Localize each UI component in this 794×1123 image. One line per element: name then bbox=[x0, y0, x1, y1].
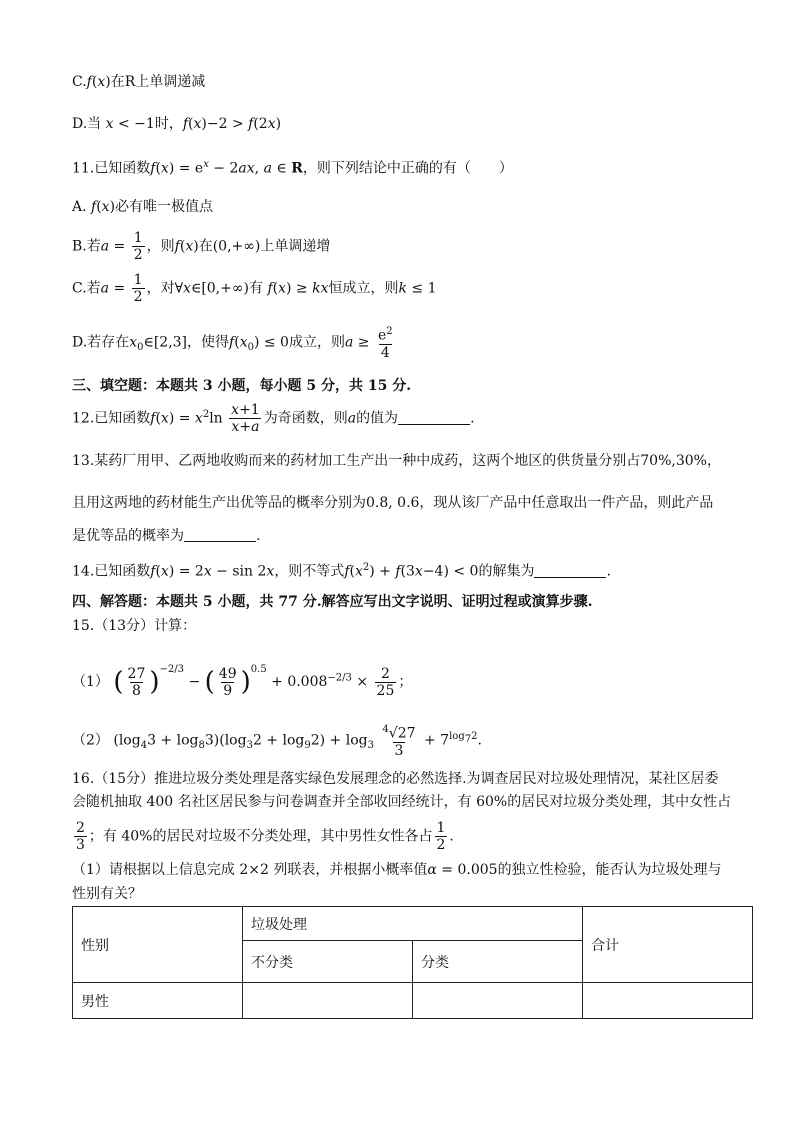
q16-line-3: $\frac{2}{3}$ ；有 40%的居民对垃圾不分类处理，其中男性女性各占 $\frac{1}{2}$ . bbox=[76, 820, 454, 853]
q16-line-1: 16.（15分）推进垃圾分类处理是落实绿色发展理念的必然选择.为调查居民对垃圾处理情况，某社区居委 bbox=[72, 771, 719, 787]
q12: 12.已知函数$f(x) = x^2\ln$ $\frac{x+1}{x+a}$ 为奇函数，则a的值为 . bbox=[72, 402, 475, 435]
q10-option-d: D.当 x < −1时，f(x)−2 > f(2x) bbox=[72, 116, 282, 132]
q15-part-1: （1） ( $\frac{27}{8}$ )$^{-2/3}$ − ( $\frac{49}{9}$ )$^{0.5} + 0.008^{-2/3}$ × $\frac{2}{25}$ ； bbox=[72, 664, 413, 699]
section-3-heading: 三、填空题：本题共 3 小题，每小题 5 分，共 15 分. bbox=[72, 378, 412, 394]
cell-male-total[interactable] bbox=[583, 983, 753, 1019]
q13-line-2: 且用这两地的药材能生产出优等品的概率分别为0.8, 0.6，现从该厂产品中任意取出一件产品，则此产品 bbox=[72, 495, 714, 511]
section-4-heading: 四、解答题：本题共 5 小题，共 77 分.解答应写出文字说明、证明过程或演算步骤. bbox=[72, 594, 593, 610]
contingency-table bbox=[72, 906, 753, 1019]
q11-option-c: C.若a = $\frac{1}{2}$ ，对∀x∈[0,+∞)有 f(x) ≥ kx恒成立，则k ≤ 1 bbox=[72, 272, 437, 305]
q16-line-2: 会随机抽取 400 名社区居民参与问卷调查并全部收回经统计，有 60%的居民对垃圾分类处理，其中女性占 bbox=[72, 794, 732, 810]
q13-line-3: 是优等品的概率为 . bbox=[72, 528, 261, 544]
cell-male-no-sort[interactable] bbox=[243, 983, 413, 1019]
q10-option-c: C.f(x)在R上单调递减 bbox=[72, 74, 206, 90]
q15-title: 15.（13分）计算： bbox=[72, 618, 197, 634]
q11-option-d: D.若存在$x_0\in[2,3]$，使得$f(x_0) \le 0$成立，则a ≥ $\frac{e^2}{4}$ bbox=[72, 326, 393, 361]
q15-part-2: （2） $(\log_43 + \log_83)(\log_32 + \log_92) + \log_3$ $\frac{^4√27}{3}$ + $7^{log_72}$. bbox=[72, 724, 482, 759]
row-male-label: 男性 bbox=[73, 983, 243, 1019]
q13-line-1: 13.某药厂用甲、乙两地收购而来的药材加工生产出一种中成药，这两个地区的供货量分别占70%,30%， bbox=[72, 453, 721, 469]
q12-answer-blank[interactable] bbox=[398, 410, 470, 425]
header-trash-handling: 垃圾处理 bbox=[243, 907, 583, 941]
header-gender: 性别 bbox=[73, 907, 243, 983]
q11-option-b: B.若a = $\frac{1}{2}$ ，则f(x)在(0,+∞)上单调递增 bbox=[72, 230, 331, 263]
q11-stem: 11.已知函数$f(x) = e^x - 2ax$, a ∈ R，则下列结论中正确的有（ ） bbox=[72, 159, 513, 177]
q14-answer-blank[interactable] bbox=[534, 563, 606, 578]
q16-sub-1: （1）请根据以上信息完成 2×2 列联表，并根据小概率值α = 0.005的独立性检验，能否认为垃圾处理与 bbox=[72, 862, 722, 878]
header-total: 合计 bbox=[583, 907, 753, 983]
q11-option-a: A. f(x)必有唯一极值点 bbox=[72, 199, 214, 215]
cell-male-sort[interactable] bbox=[413, 983, 583, 1019]
q14: 14.已知函数f(x) = 2x − sin 2x，则不等式$f(x^2) + f(3x-4) < 0$的解集为 . bbox=[72, 562, 611, 580]
header-sort: 分类 bbox=[413, 941, 583, 983]
header-no-sort: 不分类 bbox=[243, 941, 413, 983]
q13-answer-blank[interactable] bbox=[184, 527, 256, 542]
q16-sub-1-line-2: 性别有关？ bbox=[72, 886, 142, 902]
